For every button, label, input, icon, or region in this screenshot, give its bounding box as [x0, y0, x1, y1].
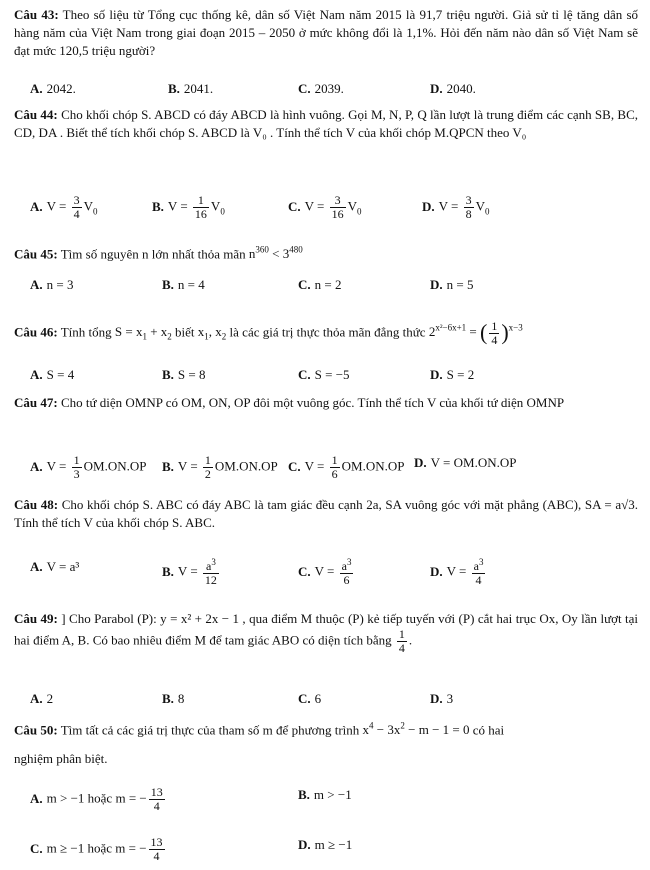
question-48: [14, 496, 638, 532]
question-46: [14, 318, 638, 349]
option-47b[interactable]: B. V = $\frac{1}{2}$ OM.ON.OP: [162, 453, 278, 482]
option-44d[interactable]: D. V = $\frac{3}{8}$ $V_0$: [422, 193, 490, 222]
question-44-number: Câu 44:: [14, 107, 58, 122]
option-46a[interactable]: A. S = 4: [30, 367, 75, 382]
option-45a[interactable]: A. n = 3: [30, 277, 74, 292]
question-44-text: Cho khối chóp S. ABCD có đáy ABCD là hình vuông. Gọi M, N, P, Q lần lượt là trung điểm các cạnh SB, BC, CD, DA . Biết thể tích khối chóp S. ABCD là V₀ . Tính thể tích V của khối chóp M.QPCN theo V₀: [14, 107, 638, 141]
question-50-stem-line2: nghiệm phân biệt.: [14, 750, 108, 766]
question-49-stem: Câu 49: ] Cho Parabol (P): y = x² + 2x − 1 , qua điểm M thuộc (P) kẻ tiếp tuyến với (P) cắt hai trục Ox, Oy lần lượt tại hai điểm A, B. Có bao nhiêu điểm M để tam giác ABO có diện tích bằng $\frac{1}{4}$ .: [14, 611, 639, 656]
question-48-stem: Câu 48: Cho khối chóp S. ABC có đáy ABC là tam giác đều cạnh 2a, SA vuông góc với mặt phẳng (ABC), SA = a√3. Tính thể tích V của khối chóp S. ABC.: [14, 497, 639, 531]
option-50a[interactable]: A. m > −1 hoặc m = − $\frac{13}{4}$: [30, 785, 163, 814]
inequality-formula: $n^{360} < 3^{480}$: [248, 245, 303, 262]
option-48b[interactable]: B. V = $\frac{a^3}{12}$: [162, 557, 217, 588]
option-49d[interactable]: D. 3: [430, 691, 454, 706]
question-47-stem: Câu 47: Cho tứ diện OMNP có OM, ON, OP đôi một vuông góc. Tính thể tích V của khối tứ diện OMNP: [14, 395, 565, 410]
question-46-stem: Câu 46: Tính tổng $S = x_1 + x_2$ biết $x_1$, $x_2$ là các giá trị thực thỏa mãn đẳng thức $2^{x^2-6x+1}$ = ( $\frac{1}{4}$ )$^{x-3}$: [14, 318, 523, 347]
option-48c[interactable]: C. V = $\frac{a^3}{6}$: [298, 557, 352, 588]
question-43: [14, 6, 638, 61]
option-44a[interactable]: A. V = $\frac{3}{4}$ $V_0$: [30, 193, 98, 222]
option-47d[interactable]: D. V = OM.ON.OP: [414, 455, 517, 470]
question-50-stem: Câu 50: Tìm tất cả các giá trị thực của tham số m để phương trình $x^4 - 3x^2 - m - 1 = 0$ có hai: [14, 721, 505, 738]
question-49: [14, 610, 638, 656]
option-45d[interactable]: D. n = 5: [430, 277, 474, 292]
option-50d[interactable]: D. m ≥ −1: [298, 837, 353, 852]
option-49c[interactable]: C. 6: [298, 691, 322, 706]
option-45c[interactable]: C. n = 2: [298, 277, 342, 292]
option-47a[interactable]: A. V = $\frac{1}{3}$ OM.ON.OP: [30, 453, 147, 482]
option-46c[interactable]: C. S = −5: [298, 367, 350, 382]
option-47c[interactable]: C. V = $\frac{1}{6}$ OM.ON.OP: [288, 453, 405, 482]
option-50b[interactable]: B. m > −1: [298, 787, 352, 802]
option-43c[interactable]: C. 2039.: [298, 81, 344, 96]
option-44b[interactable]: B. V = $\frac{1}{16}$ $V_0$: [152, 193, 225, 222]
question-44: [14, 106, 638, 142]
option-48a[interactable]: A. V = a³: [30, 559, 80, 574]
option-48d[interactable]: D. V = $\frac{a^3}{4}$: [430, 557, 484, 588]
option-45b[interactable]: B. n = 4: [162, 277, 205, 292]
question-44-stem: [14, 106, 638, 142]
question-43-number: Câu 43:: [14, 7, 59, 22]
option-46d[interactable]: D. S = 2: [430, 367, 475, 382]
question-45-stem: Câu 45: Tìm số nguyên n lớn nhất thỏa mãn $n^{360} < 3^{480}$: [14, 245, 303, 262]
option-46b[interactable]: B. S = 8: [162, 367, 206, 382]
question-43-text: Theo số liệu từ Tổng cục thống kê, dân số Việt Nam năm 2015 là 91,7 triệu người. Giả sử tỉ lệ tăng dân số hàng năm của Việt Nam trong giai đoạn 2015 – 2050 ở mức không đổi là 1,1%. Hỏi đến năm nào dân số Việt Nam sẽ đạt mức 120,5 triệu người?: [14, 7, 639, 59]
question-43-stem: [14, 6, 638, 61]
option-44c[interactable]: C. V = $\frac{3}{16}$ $V_0$: [288, 193, 362, 222]
exponential-equation: $2^{x^2-6x+1}$ = ( $\frac{1}{4}$ )$^{x-3}$: [428, 318, 523, 347]
option-43d[interactable]: D. 2040.: [430, 81, 476, 96]
polynomial-equation: $x^4 - 3x^2 - m - 1 = 0$: [362, 721, 470, 738]
option-43b[interactable]: B. 2041.: [168, 81, 214, 96]
option-43a[interactable]: A. 2042.: [30, 81, 76, 96]
question-50: [14, 720, 638, 768]
question-45: [14, 244, 638, 264]
option-49b[interactable]: B. 8: [162, 691, 185, 706]
option-49a[interactable]: A. 2: [30, 691, 54, 706]
question-47: [14, 394, 638, 412]
option-50c[interactable]: C. m ≥ −1 hoặc m = − $\frac{13}{4}$: [30, 835, 163, 864]
